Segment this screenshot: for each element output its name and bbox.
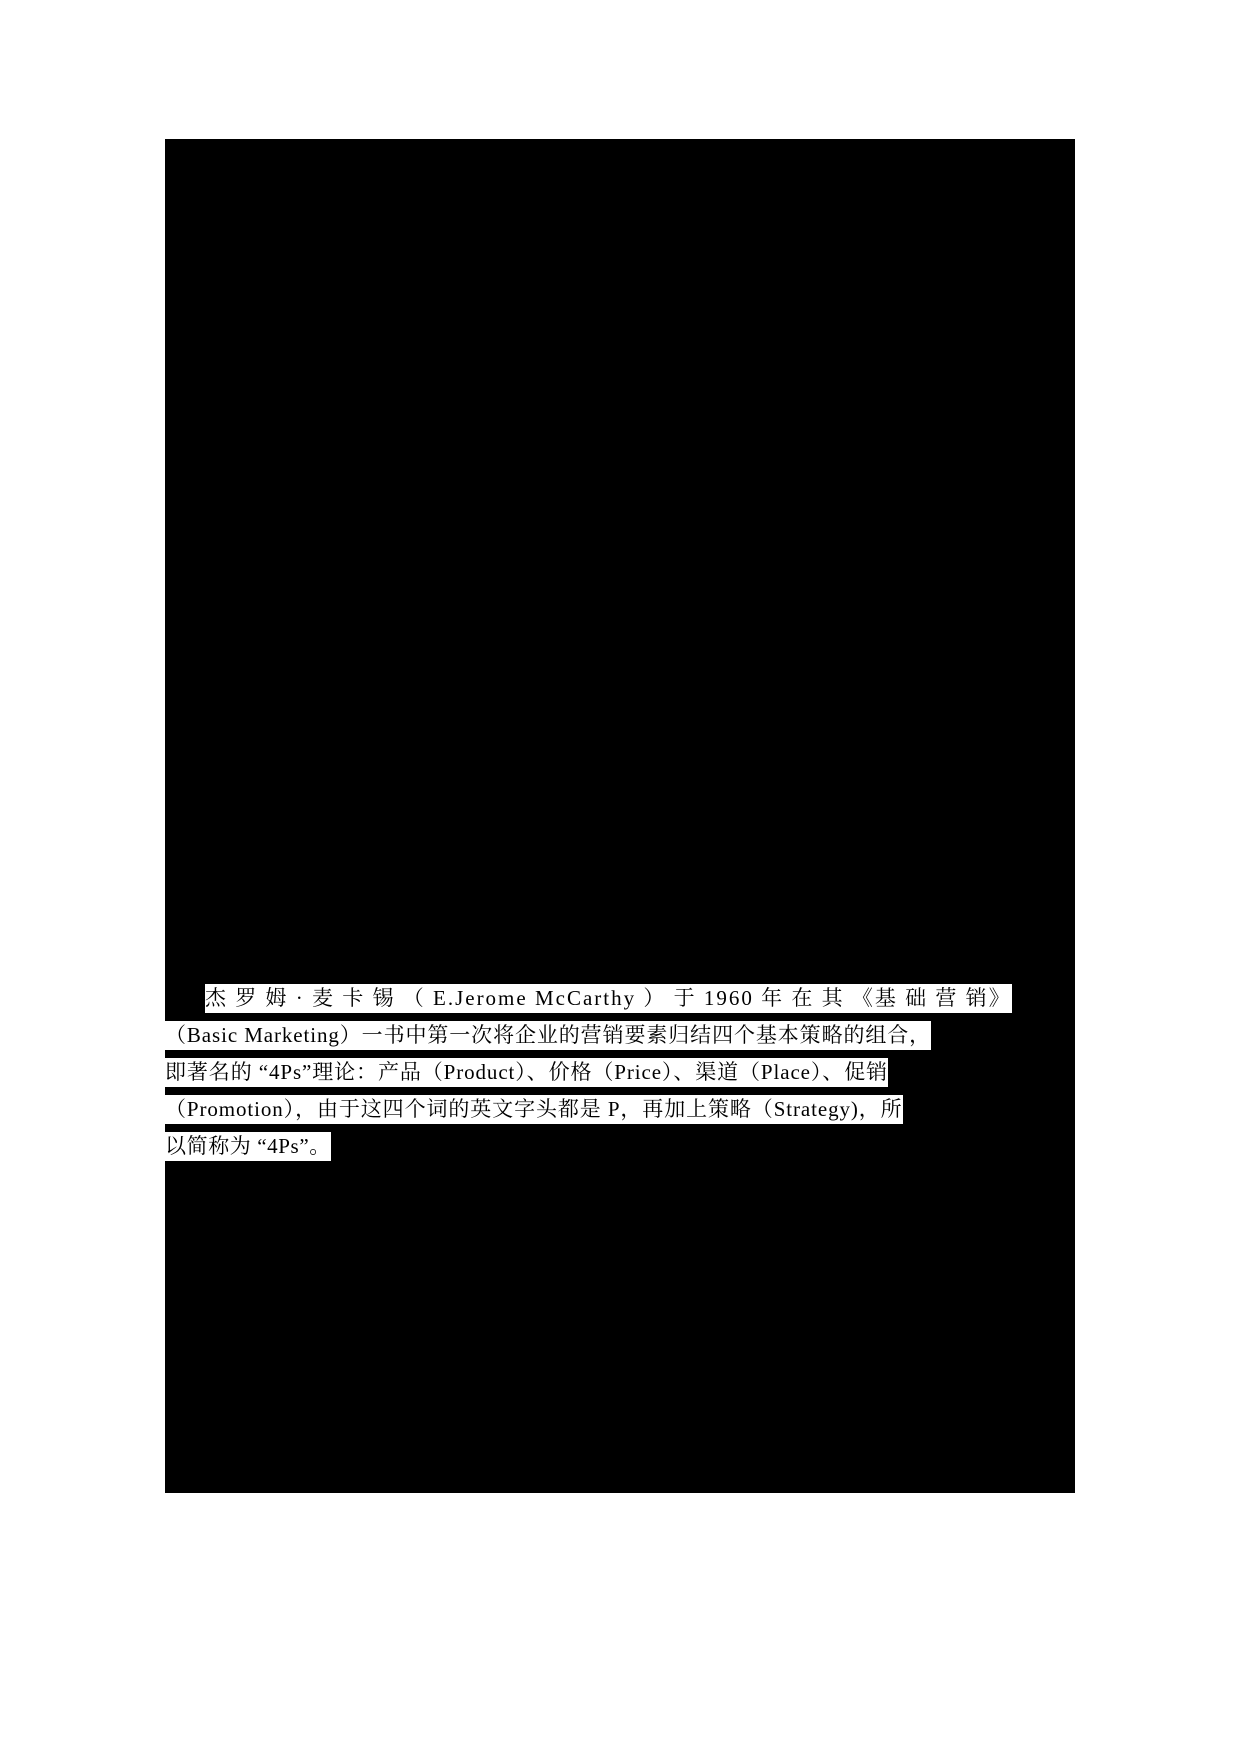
text-line: 以简称为 “4Ps”。 xyxy=(165,1128,1075,1165)
redaction-overlay xyxy=(165,139,1075,1493)
text-line: （Promotion），由于这四个词的英文字头都是 P，再加上策略（Strategy)，所 xyxy=(165,1091,1075,1128)
text-line: 即著名的 “4Ps”理论：产品（Product）、价格（Price）、渠道（Place）、促销 xyxy=(165,1054,1075,1091)
document-body-text xyxy=(165,980,1075,1165)
text-line: 杰 罗 姆 · 麦 卡 锡 （ E.Jerome McCarthy ） 于 1960 年 在 其 《基 础 营 销》 xyxy=(165,980,1075,1017)
text-line: （Basic Marketing）一书中第一次将企业的营销要素归结四个基本策略的组合， xyxy=(165,1017,1075,1054)
